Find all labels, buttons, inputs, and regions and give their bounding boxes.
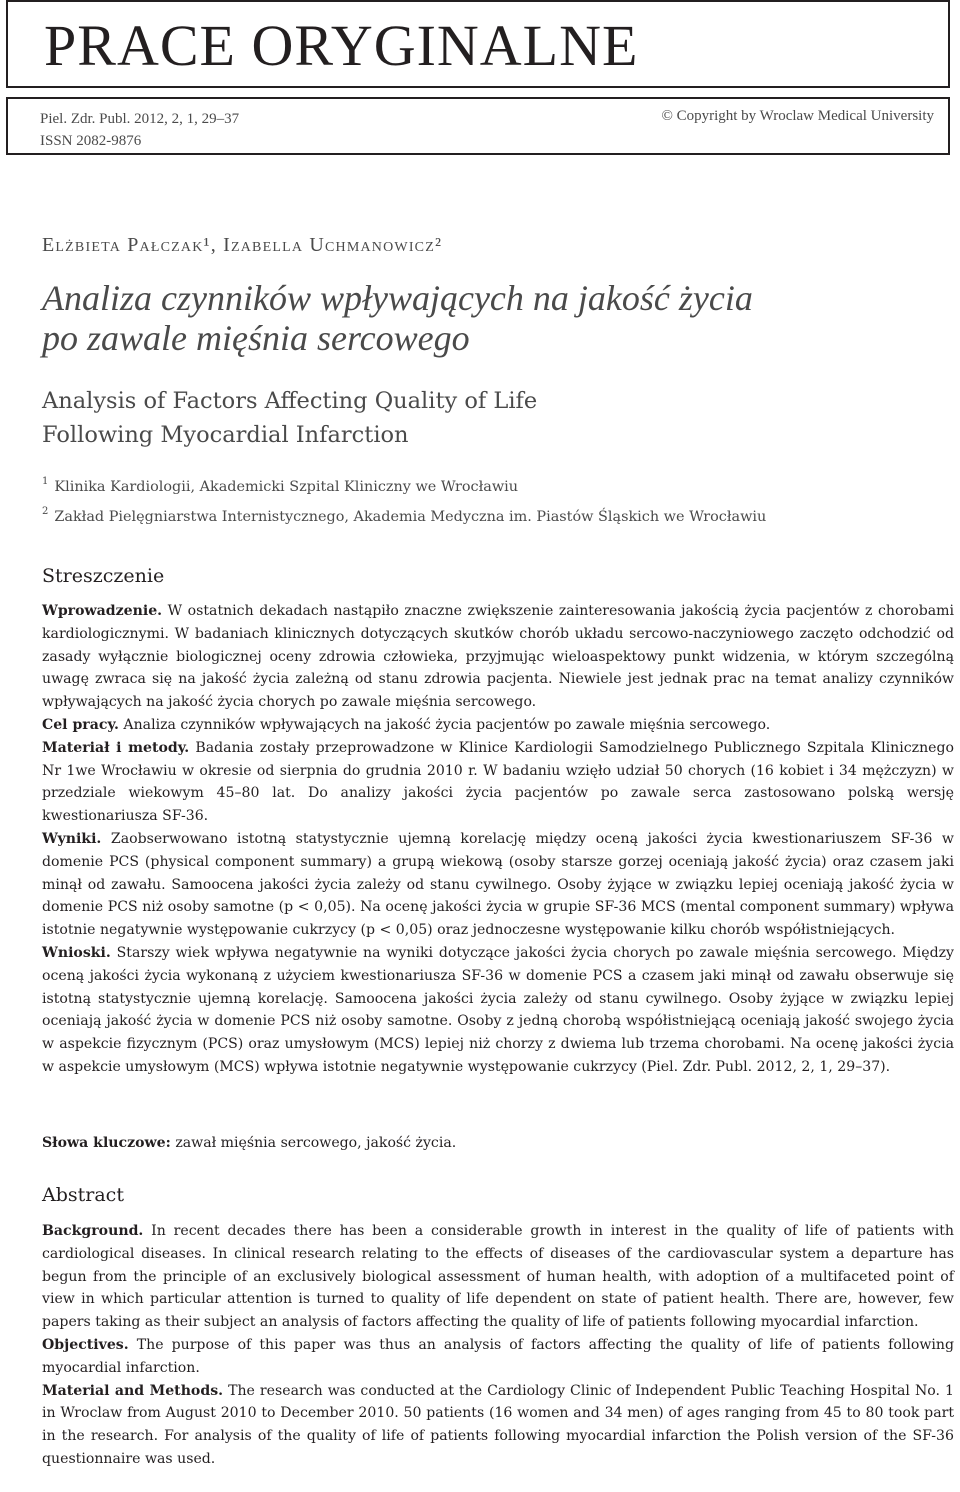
abstract-paragraph [42,1220,954,1334]
streszczenie-body [42,600,954,1079]
affiliation-number: 1 [42,476,49,487]
abstract-paragraph [42,828,954,942]
title-polish-line: po zawale mięśnia sercowego [42,318,470,358]
keywords [42,1132,954,1155]
abstract-heading: Abstract [42,1184,124,1206]
paragraph-label: Material and Methods. [42,1382,224,1399]
paragraph-label: Cel pracy. [42,716,119,733]
paragraph-text: In recent decades there has been a considerable growth in interest in the quality of life of patients with cardiological diseases. In clinical research relating to the effects of diseases of the cardiovascular system a departure has begun from the principle of an exclusively biological assessment of human health, with adoption of a multifaceted point of view in which particular attention is turned to quality of life dependent on state of patient health. There are, however, few papers taking as their subject an analysis of factors affecting the quality of life of patients following myocardial infarction. [42,1223,954,1331]
citation [40,108,239,152]
paragraph-label: Materiał i metody. [42,739,190,756]
section-title: PRACE ORYGINALNE [44,13,639,78]
abstract-paragraph [42,737,954,828]
title-english-line: Following Myocardial Infarction [42,422,409,448]
keywords-label: Słowa kluczowe: [42,1135,171,1151]
section-banner [6,0,950,88]
streszczenie-heading: Streszczenie [42,565,165,587]
abstract-body [42,1220,954,1471]
abstract-paragraph [42,714,954,737]
affiliation-text: Klinika Kardiologii, Akademicki Szpital Kliniczny we Wrocławiu [54,478,519,495]
affiliations [42,470,942,530]
paragraph-label: Wnioski. [42,944,111,961]
title-polish [42,278,942,358]
title-english-line: Analysis of Factors Affecting Quality of Life [42,388,538,414]
affiliation-item [42,470,942,500]
paragraph-text: Badania zostały przeprowadzone w Klinice Kardiologii Samodzielnego Publicznego Szpitala Klinicznego Nr 1we Wrocławiu w okresie od sierpnia do grudnia 2010 r. W badaniu wzięło udział 50 chorych (16 kobiet i 34 mężczyzn) w przedziale wiekowym 45–80 lat. Do analizy jakości życia pacjentów po zawale serca zastosowano polską wersję kwestionariusza SF-36. [42,739,954,825]
paragraph-text: Zaobserwowano istotną statystycznie ujemną korelację między oceną jakości życia kwestionariuszem SF-36 w domenie PCS (physical component summary) a grupą wiekową (osoby starsze gorzej oceniają jakość życia) oraz czasem jaki minął od zawału. Samoocena jakości życia zależy od stanu cywilnego. Osoby żyjące w związku lepiej oceniają jakość życia w domenie PCS niż osoby samotne (p < 0,05). Na ocenę jakości życia w grupie SF-36 MCS (mental component summary) wpływa istotnie negatywnie występowanie cukrzycy (p < 0,05) oraz jednoczesne występowanie kilku chorób współistniejących. [42,830,954,939]
paragraph-text: The purpose of this paper was thus an analysis of factors affecting the quality of life of patients following myocardial infarction. [42,1336,954,1376]
affiliation-text: Zakład Pielęgniarstwa Internistycznego, Akademia Medyczna im. Piastów Śląskich we Wrocławiu [54,508,767,525]
keywords-text: zawał mięśnia sercowego, jakość życia. [175,1135,457,1151]
publication-meta [6,97,950,155]
paragraph-text: Starszy wiek wpływa negatywnie na wyniki dotyczące jakości życia chorych po zawale mięśnia sercowego. Między oceną jakości życia wykonaną z użyciem kwestionariusza SF-36 w domenie PCS a czasem jaki minął od zawału obserwuje się istotną statystycznie ujemną korelację. Samoocena jakości życia zależy od stanu cywilnego. Osoby żyjące w związku lepiej oceniają jakość życia w domenie PCS niż osoby samotne. Osoby z jedną chorobą współistniejącą oceniają jakość swojego życia w aspekcie fizycznym (PCS) oraz umysłowym (MCS) lepiej niż chorzy z dwiema lub trzema chorobami. Na ocenę jakości życia w aspekcie umysłowym (MCS) wpływa istotnie negatywnie występowanie cukrzycy (Piel. Zdr. Publ. 2012, 2, 1, 29–37). [42,944,954,1075]
affiliation-item [42,500,942,530]
title-english [42,384,942,452]
abstract-paragraph [42,600,954,714]
paragraph-label: Wprowadzenie. [42,603,163,619]
abstract-paragraph [42,1380,954,1471]
issn-line: ISSN 2082-9876 [40,133,142,149]
paragraph-label: Wyniki. [42,830,102,847]
citation-line: Piel. Zdr. Publ. 2012, 2, 1, 29–37 [40,111,240,127]
author-list: Elżbieta Pałczak¹, Izabella Uchmanowicz² [42,234,443,256]
paragraph-text: The research was conducted at the Cardiology Clinic of Independent Public Teaching Hospital No. 1 in Wroclaw from August 2010 to December 2010. 50 patients (16 women and 34 men) of ages ranging from 45 to 80 took part in the research. For analysis of the quality of life of patients following myocardial infarction the Polish version of the SF-36 questionnaire was used. [42,1382,955,1467]
abstract-paragraph [42,1334,954,1380]
affiliation-number: 2 [42,505,49,517]
title-polish-line: Analiza czynników wpływających na jakość życia [42,278,753,318]
abstract-paragraph [42,942,954,1079]
copyright-notice: © Copyright by Wroclaw Medical University [661,108,934,124]
paragraph-text: W ostatnich dekadach nastąpiło znaczne zwiększenie zainteresowania jakością życia pacjentów z chorobami kardiologicznymi. W badaniach klinicznych dotyczących skutków chorób układu sercowo-naczyniowego zaczęto odchodzić od zasady wyłącznie biologicznej oceny zdrowia człowieka, przyjmując wieloaspektowy punkt widzenia, w którym szczególną uwagę zwraca się na jakość życia zależną od stanu zdrowia pacjenta. Niewiele jest jednak prac na temat analizy czynników wpływających na jakość życia chorych po zawale mięśnia sercowego. [42,603,954,711]
paragraph-text: Analiza czynników wpływających na jakość życia pacjentów po zawale mięśnia sercowego. [123,716,771,733]
paragraph-label: Objectives. [42,1336,129,1353]
paragraph-label: Background. [42,1223,144,1239]
